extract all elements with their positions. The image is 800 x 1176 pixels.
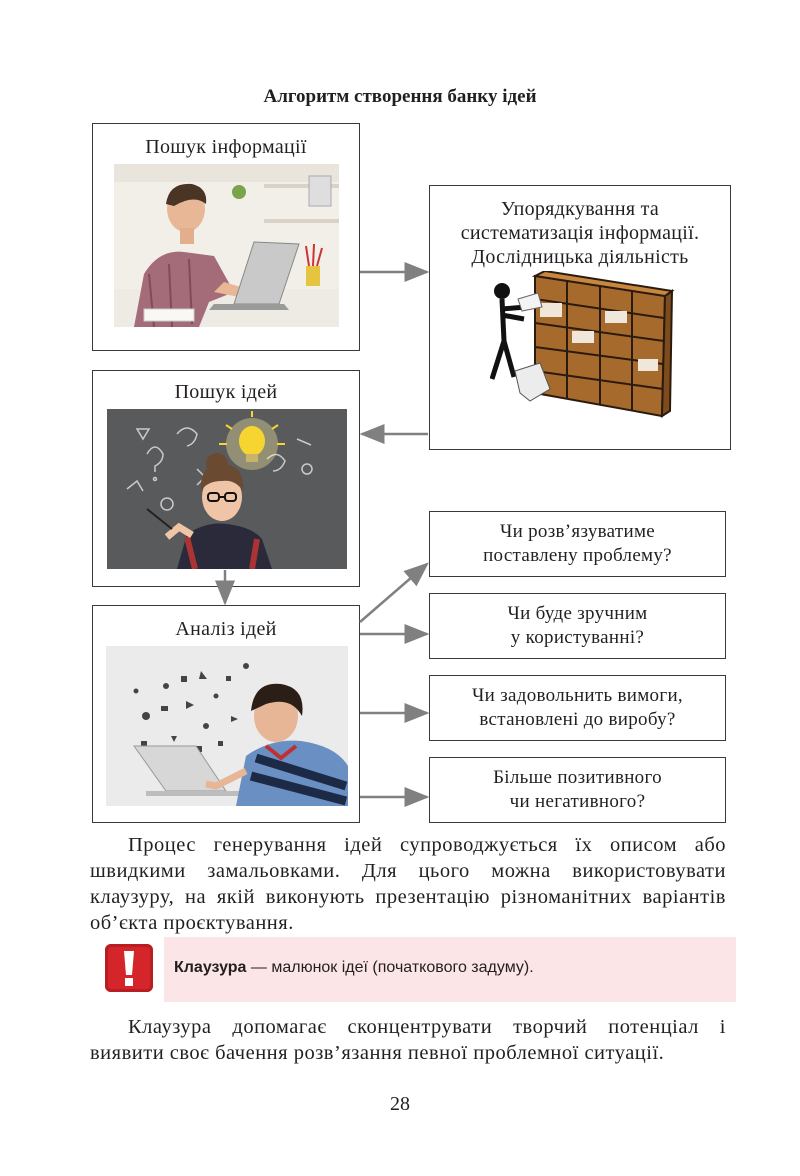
step-organize: [429, 185, 731, 450]
paragraph-2-text: Клаузура допомагає сконцентрувати творчий потенціал і виявити своє бачення розв’язання певної проблемної ситуації.: [90, 1016, 726, 1064]
question-box-1: [429, 511, 726, 577]
question-2-line1: Чи буде зручним: [507, 603, 648, 624]
illustration-filing-cabinet: [490, 271, 690, 431]
question-3-line1: Чи задовольнить вимоги,: [472, 685, 683, 706]
step-organize-line3: Дослідницька діяльність: [471, 246, 689, 268]
paragraph-ideas-generation: [90, 832, 726, 936]
question-1-line1: Чи розв’язуватиме: [499, 521, 656, 542]
arrow-to-question-1: [360, 564, 427, 622]
question-4-line1: Більше позитивного: [493, 767, 662, 788]
photo-boy-laptop: [114, 164, 339, 327]
definition-note: [164, 937, 736, 1002]
step-organize-line1: Упорядкування та: [500, 198, 660, 220]
question-box-3: [429, 675, 726, 741]
question-box-2: [429, 593, 726, 659]
step-analysis-label: Аналіз ідей: [175, 618, 277, 640]
question-1-line2: поставлену проблему?: [483, 545, 672, 566]
definition-body: — малюнок ідеї (початкового задуму).: [246, 959, 534, 976]
definition-term: Клаузура: [174, 959, 247, 976]
question-box-4: [429, 757, 726, 823]
question-3-line2: встановлені до виробу?: [479, 709, 676, 730]
paragraph-clausura: [90, 1014, 726, 1066]
step-analysis: [92, 605, 360, 823]
step-search-ideas-label: Пошук ідей: [174, 381, 278, 403]
warning-icon: [105, 944, 153, 992]
step-search-ideas: [92, 370, 360, 587]
definition-text: [174, 959, 534, 977]
question-2-line2: у користуванні?: [510, 627, 645, 648]
page-number: 28: [390, 1093, 410, 1115]
paragraph-1-text: Процес генерування ідей супроводжується їх описом або швидкими замальовками. Для цього можна використовувати клаузуру, на якій виконують презентацію різноманітних варіантів об’єкта проєктування.: [90, 834, 726, 934]
step-search-info-label: Пошук інформації: [145, 136, 307, 158]
question-4-line2: чи негативного?: [509, 791, 646, 812]
step-search-info: [92, 123, 360, 351]
photo-girl-lightbulb: [107, 409, 347, 569]
photo-boy-computer-icons: [106, 646, 348, 806]
step-organize-line2: систематизація інформації.: [460, 222, 700, 244]
page-title: Алгоритм створення банку ідей: [263, 86, 537, 107]
